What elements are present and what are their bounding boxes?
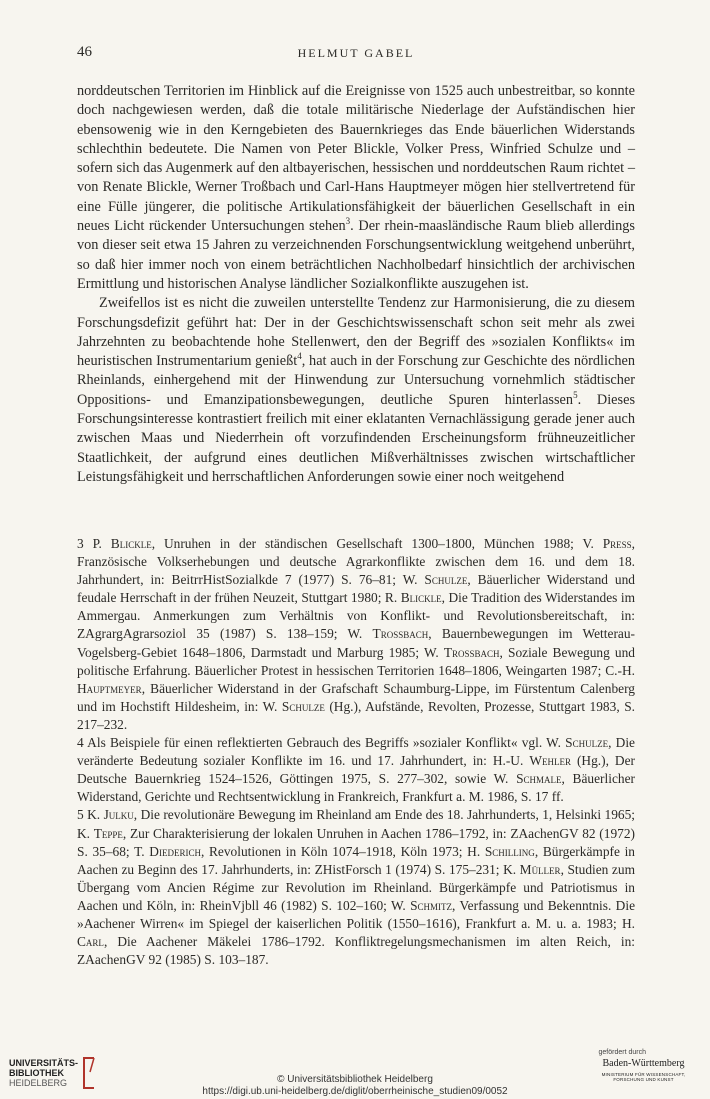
author-name: Schmale (516, 771, 562, 787)
author-name: Julku (103, 807, 134, 823)
author-name: Trossbach (372, 626, 429, 642)
footnote-text: , Unruhen in der ständischen Gesellschaft 1300–1800, München 1988; V. (151, 536, 603, 551)
author-name: Wehler (529, 753, 571, 769)
author-name: Schmitz (410, 897, 453, 913)
footnote-text: , Bauernbewegungen im Wetterau-Vogelsberg-Gebiet 1648–1806, Darmstadt und Marburg 1985; W. (77, 626, 635, 660)
footnote-text: , Revolutionen in Köln 1074–1918, Köln 1973; H. (200, 843, 485, 859)
author-name: Blickle (400, 590, 442, 606)
author-name: Press (602, 536, 632, 551)
author-name: Carl (77, 934, 104, 950)
bw-title: Baden-Württemberg (602, 1058, 685, 1069)
footnote-text: , Verfassung und Bekenntnis. Die »Aachener Wirren« im Spiegel der kaiserlichen Politik (1550–1616), Frankfurt a. M. u. a. 1983; H. (77, 897, 636, 931)
paragraph-1-end: . Der rhein-maasländische Raum blieb allerdings von dieser seit etwa 15 Jahren zu verzeichnenden Forschungsentwicklung weitgehend unberührt, so daß hier immer noch von einem beträchtlichen Nachholbedarf hinsichtlich der archivischen Ermittlung und historischen Analyse ländlicher Sozialkonflikte auszugehen ist. (77, 218, 635, 292)
author-name: Trossbach (443, 644, 500, 660)
paragraph-2-a: Zweifellos ist es nicht die zuweilen unterstellte Tendenz zur Harmonisierung, die zu diesem Forschungsdefizit geführt hat: Der in der Geschichtswissenschaft schon seit mehr als zwei Jahrzehnten zu beobachtende hohe Stellenwert, den der Begriff des »sozialen Konflikts« im heuristischen Instrumentarium genießt (77, 295, 635, 370)
main-text (77, 82, 635, 487)
footnote-text: , Die Tradition des Widerstandes im Ammergau. Anmerkungen zum Verhältnis von Konflikt- und Revolutionsbereitschaft, in: ZAgrargAgrarsoziol 35 (1987) S. 138–159; W. (77, 590, 635, 642)
footnote-ref-5[interactable]: 5 (573, 389, 578, 400)
author-name: Teppe (93, 825, 123, 841)
author-name: Schulze (281, 698, 325, 714)
author-name: Hauptmeyer (77, 680, 142, 696)
running-title: HELMUT GABEL (297, 46, 415, 60)
author-name: Blickle (110, 536, 152, 551)
footnote-ref-3[interactable]: 3 (345, 216, 351, 227)
footnotes (77, 535, 635, 969)
footnote-text: , Bäuerlicher Widerstand in der Grafschaft Schaumburg-Lippe, im Fürstentum Calenberg und im Hochstift Hildesheim, in: W. (77, 680, 635, 714)
logo-line-1: UNIVERSITÄTS- (9, 1058, 79, 1068)
page-number: 46 (77, 44, 92, 60)
footnote-text: , Die Aachener Mäkelei 1786–1792. Konfliktregelungsmechanismen im alten Reich, in: ZAachenGV 92 (1985) S. 103–187. (77, 934, 635, 968)
footnote-text: , Die veränderte Bedeutung sozialer Konflikte im 16. und 17. Jahrhundert, in: H.-U. (77, 735, 635, 769)
footnote (77, 806, 635, 969)
author-name: Schilling (484, 843, 535, 859)
paragraph-2-c: . Dieses Forschungsinteresse kontrastiert freilich mit einer eklatanten Vernachlässigung gerade jener auch zwischen Maas und Niederrhein oft vorzufindenden Erscheinungsform frühneuzeitlicher Staatlichkeit, der aufgrund eines deutlichen Mißverhältnisses zwischen wirtschaftlicher Leistungsfähigkeit und herrschaftlichen Anforderungen sowie einer noch weitgehend (77, 391, 636, 485)
footnote-text: , Studien zum Übergang vom Ancien Régime zur Revolution im Rheinland. Bürgerkämpfe und Patriotismus in Aachen und Köln, in: RheinVjbll 46 (1982) S. 102–160; W. (77, 861, 635, 913)
footnote-text: 5 K. (77, 807, 104, 823)
paragraph-1 (77, 82, 635, 294)
footnote-text: , Bäuerlicher Widerstand, Gerichte und Rechtsentwicklung in Frankreich, Frankfurt a. M. 1986, S. 17 ff. (77, 771, 635, 805)
page-url-link[interactable]: https://digi.ub.uni-heidelberg.de/diglit/oberrheinische_studien09/0052 (202, 1086, 508, 1097)
footnote-text: (Hg.), Der Deutsche Bauernkrieg 1524–1526, Göttingen 1975, S. 277–302, sowie W. (77, 753, 635, 787)
logo-line-3: HEIDELBERG (9, 1078, 68, 1088)
footnote-text: , Französische Volkserhebungen und deutsche Agrarkonflikte zwischen dem 16. und dem 18. Jahrhundert, in: BeitrrHistSozialkde 7 (1977) S. 76–81; W. (77, 536, 636, 588)
author-name: Schulze (565, 735, 609, 751)
paragraph-1-text: norddeutschen Territorien im Hinblick auf die Ereignisse von 1525 auch unbestreitbar, so konnte doch nachgewiesen werden, daß die totale militärische Niederlage der Aufständischen hier ebensowenig wie in den Kerngebieten des Bauernkrieges das Ende bäuerlichen Widerstands schlechthin bedeutete. Die Namen von Peter Blickle, Volker Press, Winfried Schulze und – sofern sich das Augenmerk auf den altbayerischen, hessischen und norddeutschen Raum richtet – von Renate Blickle, Werner Troßbach und Carl-Hans Hauptmeyer mögen hier stellvertretend für eine Fülle jüngerer, die politische Artikulationsfähigkeit der bäuerlichen Gesellschaft in ein neues Licht rückender Untersuchungen stehen (77, 83, 635, 235)
author-name: Schulze (424, 572, 468, 588)
page-footer (0, 1046, 710, 1099)
author-name: Müller (519, 861, 561, 877)
page-header (77, 44, 635, 64)
funded-by-label: gefördert durch (598, 1049, 646, 1056)
paragraph-2-b: , hat auch in der Forschung zur Geschichte des nördlichen Rheinlands, einhergehend mit der Hinwendung zur Untersuchung vornehmlich städtischer Oppositions- und Emanzipationsbewegungen, deutliche Spuren hinterlassen (77, 353, 635, 408)
footnote-text: , Zur Charakterisierung der lokalen Unruhen in Aachen 1786–1792, in: ZAachenGV 82 (1972) S. 35–68; T. (77, 825, 635, 859)
footnote-text: , Soziale Bewegung und politische Erfahrung. Bäuerlicher Protest in hessischen Territorien 1648–1806, Weingarten 1987; C.-H. (77, 644, 635, 678)
footnote-text: , Die revolutionäre Bewegung im Rheinland am Ende des 18. Jahrhunderts, 1, Helsinki 1965; K. (77, 807, 635, 841)
author-name: Diederich (149, 843, 201, 859)
baden-wuerttemberg-logo[interactable] (586, 1058, 701, 1088)
footnote-text: 3 P. (77, 536, 111, 551)
paragraph-2 (77, 294, 635, 487)
bw-subtitle: MINISTERIUM FÜR WISSENSCHAFT, FORSCHUNG UND KUNST (601, 1072, 686, 1082)
footnote-text: , Bürgerkämpfe in Aachen zu Beginn des 17. Jahrhunderts, in: ZHistForsch 1 (1974) S. 175–231; K. (77, 843, 635, 877)
footnote-ref-4[interactable]: 4 (297, 351, 302, 362)
logo-line-2: BIBLIOTHEK (9, 1068, 64, 1078)
footnote-text: 4 Als Beispiele für einen reflektierten Gebrauch des Begriffs »sozialer Konflikt« vgl. W. (77, 735, 566, 751)
footnote-text: , Bäuerlicher Widerstand und feudale Herrschaft in der frühen Neuzeit, Stuttgart 1980; R. (77, 572, 635, 606)
footnote (77, 734, 635, 806)
footnote (77, 535, 635, 734)
copyright-notice: © Universitätsbibliothek Heidelberg (277, 1074, 433, 1085)
footnote-text: (Hg.), Aufstände, Revolten, Prozesse, Stuttgart 1983, S. 217–232. (77, 698, 635, 732)
